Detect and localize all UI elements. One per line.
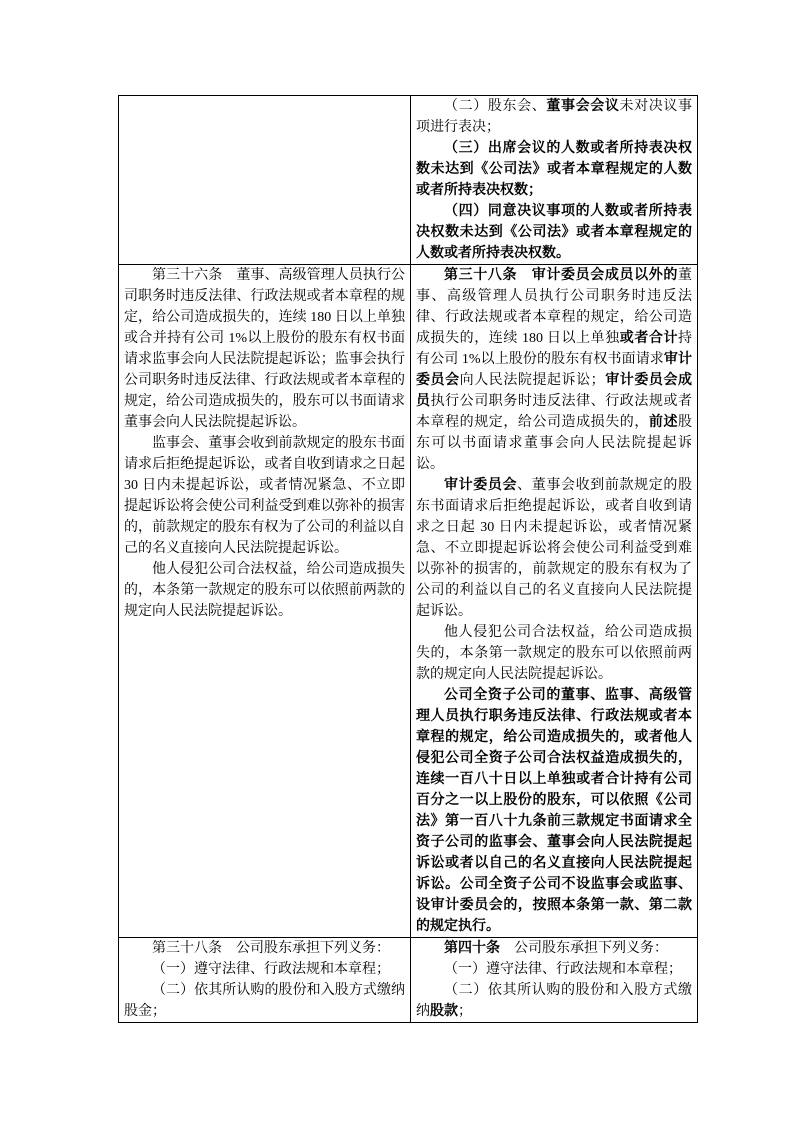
left-version-cell	[119, 96, 411, 265]
paragraph	[124, 265, 405, 433]
text-segment: （二）依其所认购的股份和入股方式缴纳	[416, 983, 692, 1019]
paragraph	[416, 685, 692, 937]
paragraph	[124, 959, 405, 980]
paragraph	[416, 201, 692, 264]
text-segment: 、董事会收到前款规定的股东书面请求后拒绝提起诉讼，或者自收到请求之日起 30 日内未提起诉讼，或者情况紧急、不立即提起诉讼将会使公司利益受到难以弥补的损害的，前款规定的股东有权为了公司的利益以自己的名义直接向人民法院提起诉讼。	[416, 478, 692, 619]
text-segment: （一）遵守法律、行政法规和本章程；	[152, 962, 390, 977]
paragraph	[124, 559, 405, 622]
table-row	[119, 938, 698, 1023]
comparison-table	[118, 95, 698, 1023]
text-segment: （一）遵守法律、行政法规和本章程；	[444, 962, 682, 977]
text-segment: 他人侵犯公司合法权益，给公司造成损失的，本条第一款规定的股东可以依照前两款的规定向人民法院提起诉讼。	[416, 625, 692, 682]
revised-text-segment: （三）出席会议的人数或者所持表决权数未达到《公司法》或者本章程规定的人数或者所持表决权数；	[416, 141, 692, 198]
revised-text-segment: 公司全资子公司的董事、监事、高级管理人员执行职务违反法律、行政法规或者本章程的规定，给公司造成损失的，或者他人侵犯公司全资子公司合法权益造成损失的，连续一百八十日以上单独或者合计持有公司百分之一以上股份的股东，可以依照《公司法》第一百八十九条前三款规定书面请求全资子公司的监事会、董事会向人民法院提起诉讼或者以自己的名义直接向人民法院提起诉讼。公司全资子公司不设监事会或监事、设审计委员会的，按照本条第一款、第二款的规定执行。	[416, 688, 692, 934]
text-segment: 第三十八条 公司股东承担下列义务：	[152, 941, 390, 956]
revised-text-segment: 第四十条	[444, 941, 500, 956]
paragraph	[416, 938, 692, 959]
revised-text-segment: （四）同意决议事项的人数或者所持表决权数未达到《公司法》或者本章程规定的人数或者所持表决权数。	[416, 204, 692, 261]
text-segment: 董事、高级管理人员执行公司职务时违反法律、行政法规或者本章程的规定，给公司造成损失的，连续 180 日以上单独	[416, 268, 692, 346]
text-segment: 第三十六条 董事、高级管理人员执行公司职务时违反法律、行政法规或者本章程的规定，给公司造成损失的，连续 180 日以上单独或合并持有公司 1%以上股份的股东有权书面请求监事会向人民法院提起诉讼；监事会执行公司职务时违反法律、行政法规或者本章程的规定，给公司造成损失的，股东可以书面请求董事会向人民法院提起诉讼。	[124, 268, 405, 430]
paragraph	[416, 959, 692, 980]
revised-text-segment: 董事会会议	[546, 99, 620, 114]
paragraph	[124, 980, 405, 1022]
text-segment: 未对决议事项进行表决；	[416, 99, 692, 135]
text-segment: 执行公司职务时违反法律、行政法规或者本章程的规定，给公司造成损失的，	[416, 394, 693, 430]
left-version-cell	[119, 265, 411, 938]
revised-text-segment: 第三十八条 审计委员会成员以外的	[444, 268, 678, 283]
paragraph	[416, 96, 692, 138]
paragraph	[416, 475, 692, 622]
text-segment: （二）依其所认购的股份和入股方式缴纳股金；	[124, 983, 405, 1019]
paragraph	[124, 938, 405, 959]
text-segment: 向人民法院提起诉讼；	[459, 373, 605, 388]
revised-text-segment: 或者合计	[619, 331, 679, 346]
text-segment: 监事会、董事会收到前款规定的股东书面请求后拒绝提起诉讼，或者自收到请求之日起 30 日内未提起诉讼，或者情况紧急、不立即提起诉讼将会使公司利益受到难以弥补的损害的，前款规定的股东有权为了公司的利益以自己的名义直接向人民法院提起诉讼。	[124, 436, 405, 556]
text-segment: 股东可以书面请求董事会向人民法院提起诉讼。	[416, 415, 693, 472]
left-version-cell	[119, 938, 411, 1023]
revised-text-segment: 审计委员会	[444, 478, 518, 493]
revised-text-segment: 股款	[430, 1004, 458, 1019]
paragraph	[416, 265, 692, 475]
right-version-cell	[411, 265, 698, 938]
table-row	[119, 96, 698, 265]
revised-text-segment: 前述	[648, 415, 679, 430]
text-segment: 公司股东承担下列义务：	[500, 941, 668, 956]
comparison-table-body	[119, 96, 698, 1023]
right-version-cell	[411, 938, 698, 1023]
text-segment: 持有公司 1%以上股份的股东有权书面请求	[416, 331, 693, 367]
paragraph	[416, 622, 692, 685]
revised-text-segment: 审计委员会成员	[416, 373, 693, 409]
revised-text-segment: 审计委员会	[416, 352, 693, 388]
paragraph	[124, 433, 405, 559]
table-row	[119, 265, 698, 938]
text-segment: ；	[458, 1004, 472, 1019]
paragraph	[416, 138, 692, 201]
right-version-cell	[411, 96, 698, 265]
text-segment: （二）股东会、	[444, 99, 547, 114]
paragraph	[416, 980, 692, 1022]
text-segment: 他人侵犯公司合法权益，给公司造成损失的，本条第一款规定的股东可以依照前两款的规定向人民法院提起诉讼。	[124, 562, 405, 619]
